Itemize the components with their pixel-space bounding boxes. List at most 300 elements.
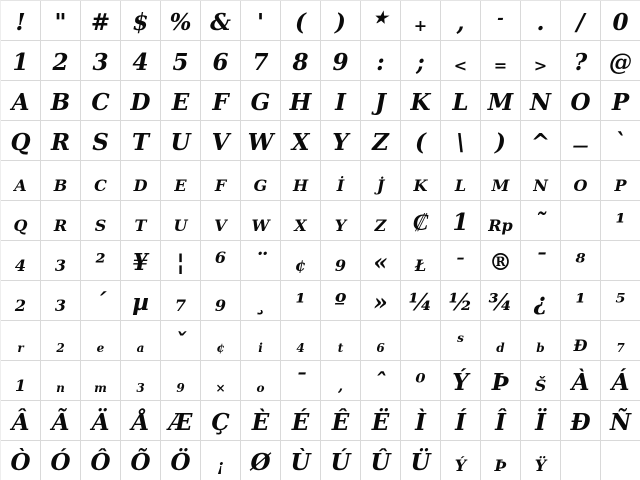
glyph: K bbox=[410, 89, 431, 116]
glyph: 7 bbox=[252, 49, 269, 76]
glyph: B bbox=[50, 89, 71, 116]
glyph: ¯ bbox=[294, 369, 307, 396]
glyph-cell[interactable] bbox=[1, 321, 41, 361]
glyph-cell[interactable] bbox=[281, 281, 321, 321]
glyph: Ï bbox=[535, 409, 546, 436]
glyph-cell[interactable] bbox=[321, 281, 361, 321]
glyph-cell[interactable] bbox=[561, 241, 601, 281]
glyph: ! bbox=[15, 9, 26, 36]
glyph-cell[interactable] bbox=[441, 241, 481, 281]
glyph-cell[interactable] bbox=[361, 1, 401, 41]
glyph: ¯ bbox=[534, 249, 547, 276]
glyph-cell[interactable] bbox=[521, 1, 561, 41]
glyph-cell[interactable] bbox=[401, 1, 441, 41]
glyph-cell[interactable] bbox=[481, 241, 521, 281]
glyph-cell[interactable] bbox=[521, 401, 561, 441]
glyph: R bbox=[53, 216, 68, 235]
glyph-cell[interactable] bbox=[161, 241, 201, 281]
glyph: X bbox=[291, 129, 310, 156]
glyph: Ó bbox=[50, 449, 71, 476]
glyph-cell[interactable] bbox=[561, 201, 601, 241]
glyph-cell[interactable] bbox=[521, 321, 561, 361]
glyph-cell[interactable] bbox=[321, 1, 361, 41]
glyph: < bbox=[453, 56, 468, 75]
glyph: Á bbox=[611, 369, 630, 396]
glyph: 3 bbox=[92, 49, 109, 76]
glyph-cell[interactable] bbox=[241, 321, 281, 361]
glyph: Ø bbox=[250, 449, 271, 476]
glyph-cell[interactable] bbox=[401, 121, 441, 161]
glyph: É bbox=[291, 409, 310, 436]
glyph: > bbox=[533, 56, 548, 75]
glyph: ½ bbox=[448, 289, 473, 316]
glyph-cell[interactable] bbox=[521, 81, 561, 121]
glyph-cell[interactable] bbox=[361, 201, 401, 241]
glyph-cell[interactable] bbox=[281, 41, 321, 81]
glyph-cell[interactable] bbox=[1, 161, 41, 201]
glyph-cell[interactable] bbox=[1, 401, 41, 441]
glyph-cell[interactable] bbox=[521, 441, 561, 480]
glyph: İ bbox=[336, 176, 345, 195]
glyph-cell[interactable] bbox=[481, 361, 521, 401]
glyph-cell[interactable] bbox=[201, 201, 241, 241]
glyph: E bbox=[174, 176, 187, 195]
glyph-cell[interactable] bbox=[521, 241, 561, 281]
glyph-cell[interactable] bbox=[441, 401, 481, 441]
glyph: Æ bbox=[168, 409, 193, 436]
glyph-cell[interactable] bbox=[561, 281, 601, 321]
glyph: G bbox=[250, 89, 271, 116]
glyph: « bbox=[373, 249, 388, 276]
glyph: ⁸ bbox=[575, 249, 586, 276]
glyph: Í bbox=[455, 409, 466, 436]
glyph-cell[interactable] bbox=[401, 241, 441, 281]
glyph-cell[interactable] bbox=[441, 281, 481, 321]
glyph-cell[interactable] bbox=[441, 441, 481, 480]
glyph-cell[interactable] bbox=[281, 361, 321, 401]
glyph-cell[interactable] bbox=[161, 41, 201, 81]
glyph: ₡ bbox=[412, 209, 429, 236]
glyph: V bbox=[214, 216, 227, 235]
glyph-cell[interactable] bbox=[121, 161, 161, 201]
glyph: # bbox=[90, 9, 111, 36]
glyph-cell[interactable] bbox=[601, 361, 640, 401]
glyph-cell[interactable] bbox=[481, 41, 521, 81]
glyph-cell[interactable] bbox=[81, 361, 121, 401]
glyph: H bbox=[292, 176, 309, 195]
glyph: F bbox=[214, 176, 227, 195]
glyph: : bbox=[376, 49, 385, 76]
glyph-cell[interactable] bbox=[41, 361, 81, 401]
glyph: , bbox=[456, 9, 465, 36]
glyph-cell[interactable] bbox=[81, 281, 121, 321]
glyph-cell[interactable] bbox=[321, 361, 361, 401]
glyph: i bbox=[258, 341, 263, 355]
glyph-cell[interactable] bbox=[161, 441, 201, 480]
glyph-cell[interactable] bbox=[41, 161, 81, 201]
glyph-cell[interactable] bbox=[241, 41, 281, 81]
glyph-cell[interactable] bbox=[441, 361, 481, 401]
glyph-cell[interactable] bbox=[521, 361, 561, 401]
glyph-cell[interactable] bbox=[1, 81, 41, 121]
glyph-cell[interactable] bbox=[241, 201, 281, 241]
glyph: – bbox=[456, 248, 465, 267]
glyph: Z bbox=[372, 129, 389, 156]
glyph: 0 bbox=[612, 9, 629, 36]
glyph-cell[interactable] bbox=[1, 1, 41, 41]
glyph-cell[interactable] bbox=[601, 241, 640, 281]
glyph-cell[interactable] bbox=[201, 441, 241, 480]
glyph-cell[interactable] bbox=[521, 281, 561, 321]
glyph: b bbox=[536, 341, 545, 355]
glyph-cell[interactable] bbox=[161, 81, 201, 121]
glyph: / bbox=[576, 9, 585, 36]
glyph-cell[interactable] bbox=[241, 81, 281, 121]
glyph: 1 bbox=[452, 209, 469, 236]
glyph: & bbox=[210, 9, 231, 36]
glyph-cell[interactable] bbox=[601, 201, 640, 241]
glyph-cell[interactable] bbox=[561, 81, 601, 121]
glyph-cell[interactable] bbox=[281, 1, 321, 41]
glyph-cell[interactable] bbox=[41, 401, 81, 441]
glyph-cell[interactable] bbox=[121, 441, 161, 480]
glyph: ¸ bbox=[254, 289, 267, 316]
glyph-cell[interactable] bbox=[1, 41, 41, 81]
glyph-cell[interactable] bbox=[121, 201, 161, 241]
glyph-cell[interactable] bbox=[41, 281, 81, 321]
glyph-cell[interactable] bbox=[321, 161, 361, 201]
glyph-cell[interactable] bbox=[81, 41, 121, 81]
glyph: ¹ bbox=[295, 289, 306, 316]
glyph-cell[interactable] bbox=[481, 201, 521, 241]
glyph: ® bbox=[489, 249, 512, 276]
glyph: = bbox=[493, 56, 508, 75]
glyph-cell[interactable] bbox=[521, 121, 561, 161]
glyph: S bbox=[92, 129, 109, 156]
glyph-cell[interactable] bbox=[281, 241, 321, 281]
glyph: Å bbox=[131, 409, 150, 436]
glyph-cell[interactable] bbox=[481, 1, 521, 41]
glyph-cell[interactable] bbox=[121, 121, 161, 161]
glyph-cell[interactable] bbox=[481, 281, 521, 321]
glyph: F bbox=[212, 89, 229, 116]
glyph: Rp bbox=[488, 216, 513, 235]
glyph-cell[interactable] bbox=[441, 161, 481, 201]
glyph: % bbox=[169, 9, 192, 36]
glyph-cell[interactable] bbox=[81, 321, 121, 361]
glyph-cell[interactable] bbox=[41, 41, 81, 81]
glyph-cell[interactable] bbox=[1, 201, 41, 241]
glyph-cell[interactable] bbox=[81, 441, 121, 480]
glyph-cell[interactable] bbox=[401, 321, 441, 361]
glyph-cell[interactable] bbox=[441, 121, 481, 161]
glyph-cell[interactable] bbox=[361, 281, 401, 321]
glyph-cell[interactable] bbox=[321, 441, 361, 480]
glyph-cell[interactable] bbox=[561, 1, 601, 41]
glyph-cell[interactable] bbox=[201, 41, 241, 81]
glyph: t bbox=[337, 341, 344, 355]
glyph-cell[interactable] bbox=[361, 41, 401, 81]
glyph: J̇ bbox=[376, 176, 385, 195]
glyph-cell[interactable] bbox=[361, 441, 401, 480]
glyph-cell[interactable] bbox=[361, 121, 401, 161]
glyph: R bbox=[50, 129, 71, 156]
glyph-cell[interactable] bbox=[561, 41, 601, 81]
glyph: ² bbox=[95, 249, 106, 276]
glyph: ★ bbox=[373, 8, 388, 27]
glyph-cell[interactable] bbox=[401, 161, 441, 201]
glyph-cell[interactable] bbox=[41, 121, 81, 161]
glyph: U bbox=[173, 216, 188, 235]
glyph-cell[interactable] bbox=[201, 1, 241, 41]
glyph: Ú bbox=[330, 449, 351, 476]
glyph: O bbox=[573, 176, 588, 195]
glyph: ¢ bbox=[294, 256, 307, 275]
glyph-cell[interactable] bbox=[601, 41, 640, 81]
glyph: ¨ bbox=[254, 249, 267, 276]
glyph-cell[interactable] bbox=[121, 1, 161, 41]
glyph: Û bbox=[370, 449, 391, 476]
glyph-cell[interactable] bbox=[601, 281, 640, 321]
glyph-cell[interactable] bbox=[361, 161, 401, 201]
glyph-cell[interactable] bbox=[121, 241, 161, 281]
glyph-cell[interactable] bbox=[601, 401, 640, 441]
glyph-cell[interactable] bbox=[121, 321, 161, 361]
glyph-cell[interactable] bbox=[161, 1, 201, 41]
glyph-cell[interactable] bbox=[121, 81, 161, 121]
glyph: Ò bbox=[10, 449, 31, 476]
glyph-cell[interactable] bbox=[161, 201, 201, 241]
glyph-cell[interactable] bbox=[401, 401, 441, 441]
glyph-cell[interactable] bbox=[121, 281, 161, 321]
glyph: È bbox=[251, 409, 270, 436]
glyph-cell[interactable] bbox=[241, 441, 281, 480]
glyph-cell[interactable] bbox=[241, 1, 281, 41]
glyph-cell[interactable] bbox=[321, 241, 361, 281]
glyph-cell[interactable] bbox=[601, 121, 640, 161]
glyph: ( bbox=[295, 9, 306, 36]
glyph-cell[interactable] bbox=[281, 161, 321, 201]
glyph: 4 bbox=[132, 49, 149, 76]
glyph-cell[interactable] bbox=[241, 401, 281, 441]
glyph-cell[interactable] bbox=[161, 121, 201, 161]
glyph-cell[interactable] bbox=[201, 281, 241, 321]
glyph: Þ bbox=[491, 369, 510, 396]
glyph-cell[interactable] bbox=[441, 321, 481, 361]
glyph-cell[interactable] bbox=[121, 41, 161, 81]
glyph-cell[interactable] bbox=[201, 81, 241, 121]
glyph-cell[interactable] bbox=[241, 121, 281, 161]
glyph-cell[interactable] bbox=[401, 281, 441, 321]
glyph-cell[interactable] bbox=[441, 201, 481, 241]
glyph-cell[interactable] bbox=[1, 241, 41, 281]
glyph: \ bbox=[456, 129, 465, 156]
glyph-cell[interactable] bbox=[81, 1, 121, 41]
glyph-cell[interactable] bbox=[281, 321, 321, 361]
glyph: H bbox=[289, 89, 312, 116]
glyph: Ì bbox=[415, 409, 426, 436]
glyph: Ã bbox=[51, 409, 70, 436]
glyph: º bbox=[334, 289, 347, 316]
glyph: X bbox=[294, 216, 307, 235]
glyph-cell[interactable] bbox=[401, 361, 441, 401]
glyph-cell[interactable] bbox=[361, 321, 401, 361]
glyph-cell[interactable] bbox=[161, 321, 201, 361]
glyph-cell[interactable] bbox=[121, 361, 161, 401]
glyph-cell[interactable] bbox=[241, 161, 281, 201]
glyph-cell[interactable] bbox=[241, 241, 281, 281]
glyph-cell[interactable] bbox=[81, 401, 121, 441]
glyph: D bbox=[133, 176, 148, 195]
glyph-cell[interactable] bbox=[441, 1, 481, 41]
glyph-cell[interactable] bbox=[521, 161, 561, 201]
glyph: ? bbox=[573, 49, 588, 76]
glyph-cell[interactable] bbox=[601, 161, 640, 201]
glyph: Ù bbox=[290, 449, 311, 476]
glyph: 8 bbox=[292, 49, 309, 76]
glyph-cell[interactable] bbox=[561, 441, 601, 480]
glyph: ¼ bbox=[408, 289, 433, 316]
glyph: ` bbox=[614, 129, 627, 156]
glyph: . bbox=[536, 9, 545, 36]
glyph: µ bbox=[132, 289, 149, 316]
glyph-cell[interactable] bbox=[321, 401, 361, 441]
glyph: À bbox=[571, 369, 590, 396]
glyph-cell[interactable] bbox=[561, 321, 601, 361]
glyph-cell[interactable] bbox=[321, 201, 361, 241]
glyph-cell[interactable] bbox=[561, 161, 601, 201]
glyph: T bbox=[134, 216, 147, 235]
glyph-cell[interactable] bbox=[601, 1, 640, 41]
glyph-cell[interactable] bbox=[81, 201, 121, 241]
glyph: Ü bbox=[410, 449, 431, 476]
glyph-cell[interactable] bbox=[401, 201, 441, 241]
glyph-cell[interactable] bbox=[161, 281, 201, 321]
glyph-cell[interactable] bbox=[281, 81, 321, 121]
glyph: 1 bbox=[12, 49, 29, 76]
glyph-cell[interactable] bbox=[361, 81, 401, 121]
glyph-cell[interactable] bbox=[1, 441, 41, 480]
glyph: D bbox=[130, 89, 151, 116]
glyph-cell[interactable] bbox=[241, 281, 281, 321]
glyph-cell[interactable] bbox=[81, 121, 121, 161]
glyph: 9 bbox=[176, 381, 185, 395]
glyph-cell[interactable] bbox=[281, 441, 321, 480]
glyph-cell[interactable] bbox=[481, 321, 521, 361]
glyph-cell[interactable] bbox=[441, 81, 481, 121]
glyph-cell[interactable] bbox=[481, 441, 521, 480]
glyph-cell[interactable] bbox=[601, 441, 640, 480]
glyph-cell[interactable] bbox=[321, 41, 361, 81]
glyph-cell[interactable] bbox=[241, 361, 281, 401]
glyph-cell[interactable] bbox=[321, 121, 361, 161]
glyph-cell[interactable] bbox=[281, 201, 321, 241]
glyph-cell[interactable] bbox=[41, 201, 81, 241]
glyph: ⁰ bbox=[415, 369, 426, 396]
glyph: ¿ bbox=[533, 289, 548, 316]
glyph-cell[interactable] bbox=[481, 161, 521, 201]
glyph: P bbox=[611, 89, 630, 116]
glyph-cell[interactable] bbox=[561, 121, 601, 161]
glyph: r bbox=[17, 341, 24, 355]
glyph-cell[interactable] bbox=[401, 441, 441, 480]
glyph-cell[interactable] bbox=[41, 1, 81, 41]
glyph-cell[interactable] bbox=[1, 281, 41, 321]
glyph-cell[interactable] bbox=[41, 321, 81, 361]
glyph-cell[interactable] bbox=[201, 321, 241, 361]
glyph: 6 bbox=[376, 341, 385, 355]
glyph-cell[interactable] bbox=[481, 401, 521, 441]
glyph-cell[interactable] bbox=[81, 241, 121, 281]
glyph: ¦ bbox=[176, 249, 185, 276]
glyph-cell[interactable] bbox=[201, 161, 241, 201]
glyph-cell[interactable] bbox=[361, 361, 401, 401]
glyph: Ð bbox=[570, 409, 591, 436]
glyph-cell[interactable] bbox=[161, 161, 201, 201]
glyph-cell[interactable] bbox=[281, 121, 321, 161]
glyph: S bbox=[94, 216, 107, 235]
glyph-cell[interactable] bbox=[481, 81, 521, 121]
glyph-cell[interactable] bbox=[561, 401, 601, 441]
glyph-cell[interactable] bbox=[161, 401, 201, 441]
glyph-cell[interactable] bbox=[321, 321, 361, 361]
glyph-cell[interactable] bbox=[401, 81, 441, 121]
glyph-cell[interactable] bbox=[81, 81, 121, 121]
glyph-cell[interactable] bbox=[201, 361, 241, 401]
glyph: ¡ bbox=[216, 456, 225, 475]
glyph: 4 bbox=[296, 341, 305, 355]
glyph-cell[interactable] bbox=[1, 121, 41, 161]
glyph: J bbox=[375, 89, 386, 116]
glyph-cell[interactable] bbox=[361, 241, 401, 281]
glyph: M bbox=[487, 89, 514, 116]
glyph-cell[interactable] bbox=[601, 81, 640, 121]
glyph-cell[interactable] bbox=[1, 361, 41, 401]
glyph: ( bbox=[415, 129, 426, 156]
glyph-cell[interactable] bbox=[441, 41, 481, 81]
glyph: 1 bbox=[14, 376, 27, 395]
glyph: ¾ bbox=[488, 289, 513, 316]
glyph: C bbox=[94, 176, 107, 195]
glyph-cell[interactable] bbox=[601, 321, 640, 361]
glyph-cell[interactable] bbox=[81, 161, 121, 201]
glyph: 5 bbox=[172, 49, 189, 76]
glyph: ˇ bbox=[174, 329, 187, 356]
glyph: 9 bbox=[332, 49, 349, 76]
glyph-cell[interactable] bbox=[201, 241, 241, 281]
glyph-cell[interactable] bbox=[321, 81, 361, 121]
glyph-cell[interactable] bbox=[201, 401, 241, 441]
glyph-cell[interactable] bbox=[41, 241, 81, 281]
glyph: V bbox=[211, 129, 230, 156]
glyph-cell[interactable] bbox=[361, 401, 401, 441]
glyph: 6 bbox=[212, 49, 229, 76]
glyph-cell[interactable] bbox=[41, 441, 81, 480]
glyph-cell[interactable] bbox=[561, 361, 601, 401]
glyph-cell[interactable] bbox=[41, 81, 81, 121]
glyph: N bbox=[529, 89, 552, 116]
glyph-cell[interactable] bbox=[121, 401, 161, 441]
glyph: ‚ bbox=[337, 376, 344, 395]
glyph-cell[interactable] bbox=[281, 401, 321, 441]
glyph-cell[interactable] bbox=[521, 41, 561, 81]
glyph-cell[interactable] bbox=[201, 121, 241, 161]
glyph-cell[interactable] bbox=[481, 121, 521, 161]
glyph-cell[interactable] bbox=[521, 201, 561, 241]
glyph-cell[interactable] bbox=[401, 41, 441, 81]
glyph: Ñ bbox=[609, 409, 632, 436]
glyph-cell[interactable] bbox=[161, 361, 201, 401]
